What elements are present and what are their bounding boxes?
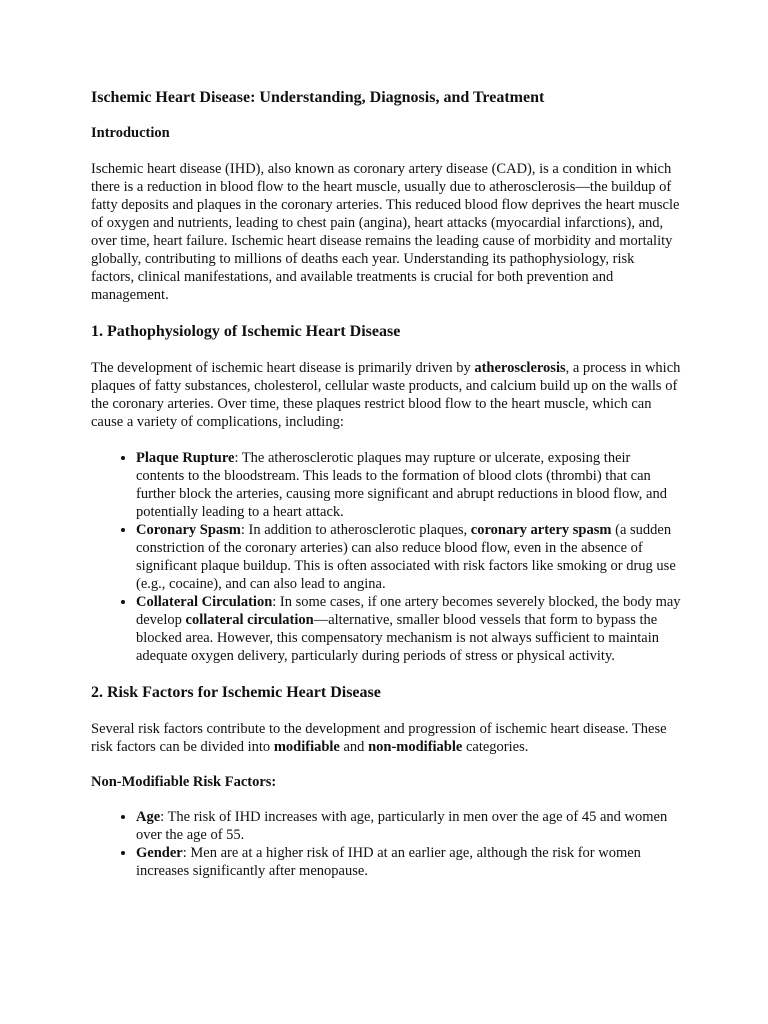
text-run: The development of ischemic heart disease is primarily driven by — [91, 359, 475, 376]
item-term: Age — [136, 809, 161, 826]
list-item — [136, 593, 681, 665]
item-term: Collateral Circulation — [136, 593, 273, 610]
item-text: : Men are at a higher risk of IHD at an earlier age, although the risk for women increases significantly after menopause. — [136, 845, 641, 880]
item-text: : The risk of IHD increases with age, particularly in men over the age of 45 and women over the age of 55. — [136, 809, 668, 844]
section-2-paragraph — [91, 720, 681, 756]
intro-paragraph: Ischemic heart disease (IHD), also known as coronary artery disease (CAD), is a condition in which there is a reduction in blood flow to the heart muscle, usually due to atherosclerosis—the buildup of fatty deposits and plaques in the coronary arteries. This reduced blood flow deprives the heart muscle of oxygen and nutrients, leading to chest pain (angina), heart attacks (myocardial infarctions), and, over time, heart failure. Ischemic heart disease remains the leading cause of morbidity and mortality globally, contributing to millions of deaths each year. Understanding its pathophysiology, risk factors, clinical manifestations, and available treatments is crucial for both prevention and management. — [91, 160, 680, 303]
item-text: : The atherosclerotic plaques may rupture or ulcerate, exposing their contents to the bloodstream. This leads to the formation of blood clots (thrombi) that can further block the arteries, causing more significant and abrupt reductions in blood flow, and potentially leading to a heart attack. — [136, 449, 667, 520]
document-body — [91, 88, 681, 898]
list-item — [136, 844, 681, 880]
item-text: —alternative, smaller blood vessels that form to bypass the blocked area. However, this compensatory mechanism is not always sufficient to maintain adequate oxygen delivery, particularly during periods of stress or physical activity. — [136, 611, 660, 664]
risk-factors-list — [91, 808, 681, 880]
bold-term: modifiable — [273, 738, 340, 755]
item-text: : In some cases, if one artery becomes severely blocked, the body may develop — [136, 593, 681, 628]
list-item — [136, 449, 681, 521]
list-item — [136, 521, 681, 593]
section-1-paragraph — [91, 359, 681, 431]
bold-term: atherosclerosis — [474, 359, 566, 376]
bold-term: collateral circulation — [185, 611, 314, 628]
bold-term: non-modifiable — [368, 738, 463, 755]
item-text: : In addition to atherosclerotic plaques, — [240, 521, 471, 538]
section-1-heading: 1. Pathophysiology of Ischemic Heart Disease — [91, 322, 401, 340]
item-term: Coronary Spasm — [136, 521, 241, 538]
text-run: , a process in which plaques of fatty substances, cholesterol, cellular waste products, and calcium build up on the walls of the coronary arteries. Over time, these plaques restrict blood flow to the heart muscle, which can cause a variety of complications, including: — [91, 359, 681, 430]
bold-term: coronary artery spasm — [470, 521, 612, 538]
non-modifiable-heading: Non-Modifiable Risk Factors: — [91, 773, 277, 790]
section-2-heading: 2. Risk Factors for Ischemic Heart Disease — [91, 683, 381, 701]
text-run: and — [339, 738, 369, 755]
item-term: Gender — [136, 845, 183, 862]
list-item — [136, 808, 681, 844]
intro-heading: Introduction — [91, 125, 170, 142]
item-text: (a sudden constriction of the coronary arteries) can also reduce blood flow, even in the absence of significant plaque buildup. This is often associated with risk factors like smoking or drug use (e.g., cocaine), and can also lead to angina. — [136, 521, 676, 592]
item-term: Plaque Rupture — [136, 449, 235, 466]
text-run: categories. — [462, 738, 529, 755]
complications-list — [91, 449, 681, 665]
text-run: Several risk factors contribute to the development and progression of ischemic heart disease. These risk factors can be divided into — [91, 720, 667, 755]
document-title: Ischemic Heart Disease: Understanding, Diagnosis, and Treatment — [91, 89, 545, 106]
